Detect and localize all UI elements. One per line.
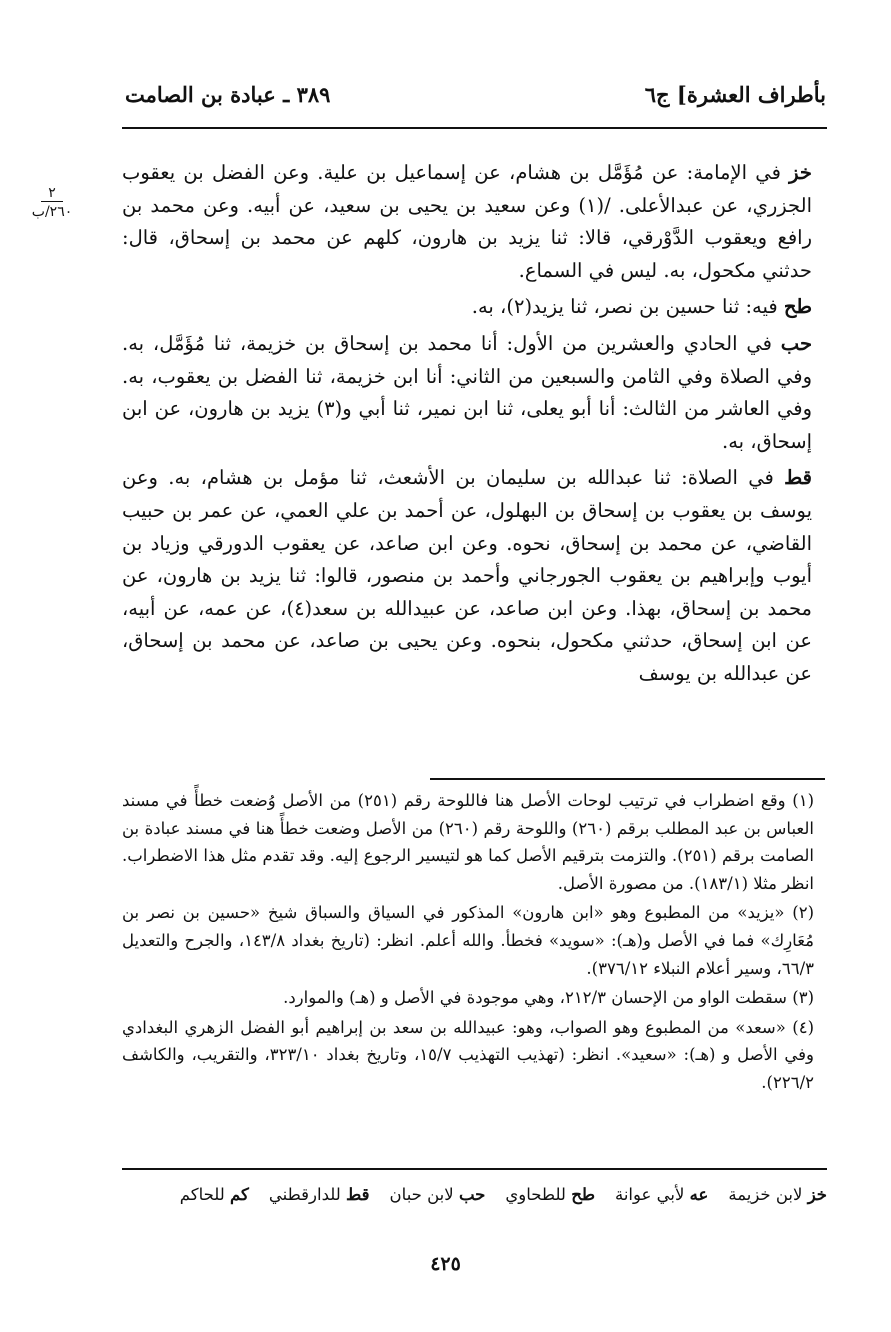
paragraph	[122, 462, 812, 690]
footer-rule	[122, 1168, 827, 1170]
abbreviation-key	[122, 1185, 827, 1204]
abbreviation-code: حب	[458, 1185, 486, 1204]
footnote: (٤) «سعد» من المطبوع وهو الصواب، وهو: عبيدالله بن سعد بن إبراهيم أبو الفضل الزهري البغدادي وفي الأصل و (هـ): «سعيد». انظر: (تهذيب التهذيب ١٥/٧، وتاريخ بغداد ٣٢٣/١٠، والتقريب، والكاشف ٢٢٦/٢).	[122, 1017, 814, 1092]
running-header	[125, 82, 826, 122]
abbreviation-code: كم	[230, 1185, 249, 1204]
paragraph-text: في الإمامة: عن مُؤَمَّل بن هشام، عن إسماعيل بن علية. وعن الفضل بن يعقوب الجزري، عن عبدالأعلى. /(١) وعن سعيد بن يحيى بن سعيد، عن أبيه. وعن محمد بن رافع ويعقوب الدَّوْرقي، قالا: ثنا يزيد بن هارون، كلهم عن محمد بن إسحاق، قال: حدثني مكحول، به. ليس في السماع.	[122, 161, 812, 282]
footnote: (٣) سقطت الواو من الإحسان ٢١٢/٣، وهي موجودة في الأصل و (هـ) والموارد.	[283, 988, 814, 1008]
abbreviation-code: قط	[345, 1185, 370, 1204]
paragraph	[122, 291, 812, 324]
paragraph-text: فيه: ثنا حسين بن نصر، ثنا يزيد(٢)، به.	[471, 295, 784, 319]
source-code: حب	[780, 331, 812, 355]
margin-manuscript-ref	[22, 185, 82, 220]
source-code: قط	[784, 466, 812, 490]
header-rule	[122, 127, 827, 129]
footnotes	[122, 787, 814, 1099]
main-text	[122, 157, 812, 691]
abbreviation-name: لابن حبان	[389, 1185, 454, 1204]
abbreviation-item	[505, 1185, 595, 1204]
abbreviation-item	[269, 1185, 370, 1204]
abbreviation-name: للطحاوي	[505, 1185, 566, 1204]
page-number: ٤٢٥	[430, 1253, 461, 1275]
paragraph-text: في الصلاة: ثنا عبدالله بن سليمان بن الأشعث، ثنا مؤمل بن هشام، به. وعن يوسف بن يعقوب بن إسحاق بن البهلول، عن أحمد بن علي العمي، عن عمر بن حبيب القاضي، عن محمد بن إسحاق، نحوه. وعن ابن صاعد، عن يعقوب الدورقي وزياد بن أيوب وإبراهيم بن يعقوب الجورجاني وأحمد بن منصور، قالوا: ثنا يزيد بن هارون، عن محمد بن إسحاق، بهذا. وعن ابن صاعد، عن عبيدالله بن سعد(٤)، عن عمه، عن أبيه، عن ابن إسحاق، حدثني مكحول، بنحوه. وعن يحيى بن صاعد، عن محمد بن إسحاق، عن عبدالله بن يوسف	[122, 466, 812, 685]
header-book-title: بأطراف العشرة] ج٦	[644, 82, 826, 107]
abbreviation-item	[180, 1185, 249, 1204]
abbreviation-code: عه	[689, 1185, 709, 1204]
abbreviation-name: للدارقطني	[268, 1185, 341, 1204]
abbreviation-code: خز	[807, 1185, 827, 1204]
abbreviation-item	[728, 1185, 827, 1204]
margin-note-number: ٢	[41, 185, 63, 202]
footnote-separator	[430, 778, 825, 780]
header-chapter-title: ٣٨٩ ـ عبادة بن الصامت	[125, 82, 331, 107]
footnote: (٢) «يزيد» من المطبوع وهو «ابن هارون» المذكور في السياق والسباق شيخ «حسين بن نصر بن مُعَارِك» فما في الأصل و(هـ): «سويد» فخطأ. والله أعلم. انظر: (تاريخ بغداد ١٤٣/٨، والجرح والتعديل ٦٦/٣، وسير أعلام النبلاء ٣٧٦/١٢).	[122, 903, 814, 978]
abbreviation-name: لابن خزيمة	[728, 1185, 803, 1204]
source-code: خز	[789, 161, 812, 184]
footnote: (١) وقع اضطراب في ترتيب لوحات الأصل هنا فاللوحة رقم (٢٥١) من الأصل وُضعت خطأً في مسند العباس بن عبد المطلب برقم (٢٦٠) واللوحة رقم (٢٦٠) من الأصل وضعت خطأً هنا في مسند عبادة بن الصامت برقم (٢٥١). والتزمت بترقيم الأصل كما هو لتيسير الرجوع إليه. وقد تقدم مثل هذا الاضطراب. انظر مثلا (١٨٣/١). من مصورة الأصل.	[122, 791, 814, 893]
margin-note-folio: ٢٦٠/ب	[31, 204, 73, 220]
paragraph	[122, 157, 812, 287]
paragraph	[122, 328, 812, 458]
abbreviation-name: للحاكم	[179, 1185, 225, 1204]
source-code: طح	[783, 295, 812, 319]
abbreviation-code: طح	[571, 1185, 595, 1204]
abbreviation-item	[390, 1185, 486, 1204]
abbreviation-name: لأبي عوانة	[614, 1185, 685, 1204]
paragraph-text: في الحادي والعشرين من الأول: أنا محمد بن إسحاق بن خزيمة، ثنا مُؤَمَّل، به. وفي الصلاة وفي الثامن والسبعين من الثاني: أنا ابن خزيمة، ثنا الفضل بن يعقوب، به. وفي العاشر من الثالث: أنا أبو يعلى، ثنا ابن نمير، ثنا أبي و(٣) يزيد بن هارون، عن ابن إسحاق، به.	[122, 331, 813, 453]
abbreviation-item	[615, 1185, 708, 1204]
